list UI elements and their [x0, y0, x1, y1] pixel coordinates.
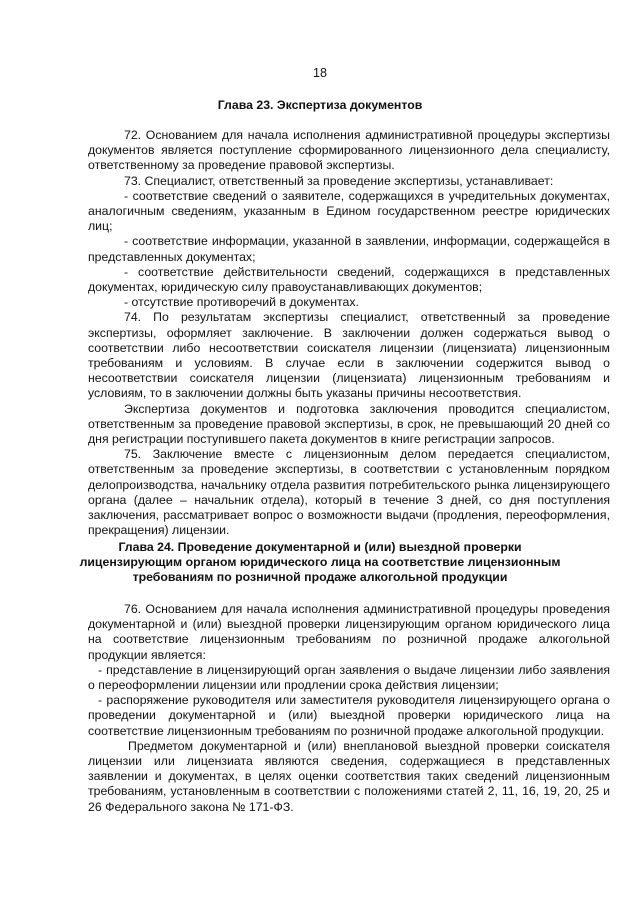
page-number: 18: [313, 66, 327, 80]
paragraph-73: 73. Специалист, ответственный за проведение экспертизы, устанавливает:: [124, 173, 554, 188]
paragraph-75: 75. Заключение вместе с лицензионным делом передается специалистом, ответственным за проведение экспертизы, в соответствии с установленным порядком делопроизводства, начальнику отдела развития потребительского рынка лицензирующего органа (далее – начальник отдела), который в течение 3 дней, со дня поступления заключения, рассматривает вопрос о возможности выдачи (продления, переоформления, прекращения) лицензии.: [88, 447, 610, 538]
chapter-23-body: [88, 128, 610, 538]
list-item-founding-documents: - соответствие сведений о заявителе, содержащихся в учредительных документах, аналогичным сведениям, указанным в Едином государственном реестре юридических лиц;: [88, 188, 610, 234]
paragraph-inspection-subject: Предметом документарной и (или) внеплановой выездной проверки соискателя лицензии или лицензиата являются сведения, содержащиеся в представленных заявлении и документах, в целях оценки соответствия таких сведений лицензионным требованиям, установленным в соответствии с положениями статей 2, 11, 16, 19, 20, 25 и 26 Федерального закона № 171-ФЗ.: [88, 738, 610, 814]
list-item-no-contradictions: - отсутствие противоречий в документах.: [124, 295, 359, 310]
chapter-24-body: [88, 602, 610, 815]
list-item-validity: - соответствие действительности сведений, содержащихся в представленных документах, юридическую силу правоустанавливающих документов;: [88, 264, 610, 295]
paragraph-expertise-term: Экспертиза документов и подготовка заключения проводится специалистом, ответственным за проведение правовой экспертизы, в срок, не превышающий 20 дней со дня регистрации поступившего пакета документов в книге регистрации запросов.: [88, 401, 610, 447]
list-item-inspection-order: - распоряжение руководителя или заместителя руководителя лицензирующего органа о проведении документарной и (или) выездной проверки юридического лица на соответствие лицензионным требованиям по розничной продаже алкогольной продукции.: [88, 693, 610, 738]
chapter-23-title: Глава 23. Экспертиза документов: [217, 98, 423, 112]
chapter-24-title: [0, 540, 640, 585]
paragraph-74: 74. По результатам экспертизы специалист, ответственный за проведение экспертизы, оформляет заключение. В заключении должен содержаться вывод о соответствии либо несоответствии соискателя лицензии (лицензиата) лицензионным требованиям и условиям. В случае если в заключении содержится вывод о несоответствии соискателя лицензии (лицензиата) лицензионным требованиям и условиям, то в заключении должны быть указаны причины несоответствия.: [88, 310, 610, 401]
paragraph-76: 76. Основанием для начала исполнения административной процедуры проведения документарной и (или) выездной проверки лицензирующим органом юридического лица на соответствие лицензионным требованиям по розничной продаже алкогольной продукции является:: [88, 602, 610, 662]
chapter-24-title-line-2: лицензирующим органом юридического лица на соответствие лицензионным: [79, 555, 561, 569]
list-item-application-submission: - представление в лицензирующий орган заявления о выдаче лицензии либо заявления о переоформлении лицензии или продлении срока действия лицензии;: [88, 662, 610, 693]
chapter-24-title-line-1: Глава 24. Проведение документарной и (или) выездной проверки: [118, 540, 522, 554]
list-item-application-info: - соответствие информации, указанной в заявлении, информации, содержащейся в представленных документах;: [88, 234, 610, 264]
chapter-24-title-line-3: требованиям по розничной продаже алкогольной продукции: [132, 570, 508, 584]
paragraph-72: 72. Основанием для начала исполнения административной процедуры экспертизы документов является поступление сформированного лицензионного дела специалисту, ответственному за проведение правовой экспертизы.: [88, 128, 610, 173]
